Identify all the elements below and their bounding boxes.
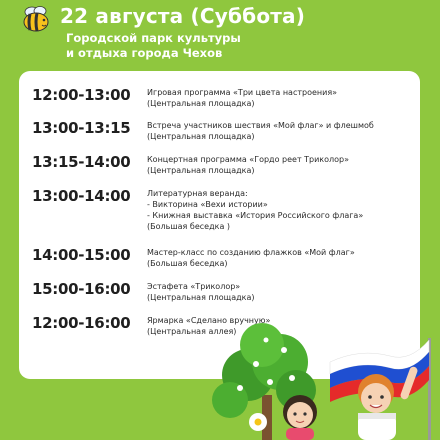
- event-location: (Центральная площадка): [147, 132, 255, 141]
- event-time: 12:00-16:00: [32, 314, 131, 332]
- event-time: 13:00-14:00: [32, 187, 131, 205]
- event-description: [147, 188, 363, 232]
- event-location: (Большая беседка ): [147, 222, 231, 231]
- event-title: Литературная веранда:: [147, 189, 248, 198]
- girl-illustration: [283, 395, 317, 440]
- event-location: (Центральная площадка): [147, 293, 255, 302]
- event-location: (Центральная площадка): [147, 99, 255, 108]
- event-subitem: - Викторина «Вехи истории»: [147, 200, 268, 209]
- children-flag-illustration: [200, 300, 440, 440]
- event-time: 13:15-14:00: [32, 153, 131, 171]
- event-subitem: - Книжная выставка «История Российского флага»: [147, 211, 364, 220]
- venue-line-1: Городской парк культуры: [66, 31, 241, 45]
- page-title: 22 августа (Суббота): [60, 4, 306, 28]
- event-title: Мастер-класс по созданию флажков «Мой флаг»: [147, 248, 355, 257]
- venue-subtitle: [66, 31, 241, 61]
- event-time: 15:00-16:00: [32, 280, 131, 298]
- event-time: 14:00-15:00: [32, 246, 131, 264]
- event-location: (Центральная площадка): [147, 166, 255, 175]
- event-title: Эстафета «Триколор»: [147, 282, 241, 291]
- event-title: Игровая программа «Три цвета настроения»: [147, 88, 338, 97]
- event-description: [147, 154, 349, 176]
- event-time: 13:00-13:15: [32, 119, 131, 137]
- event-description: [147, 247, 355, 269]
- event-description: [147, 120, 374, 142]
- event-location: (Центральная аллея): [147, 327, 237, 336]
- event-location: (Большая беседка): [147, 259, 228, 268]
- event-title: Концертная программа «Гордо реет Триколор»: [147, 155, 350, 164]
- event-title: Ярмарка «Сделано вручную»: [147, 316, 271, 325]
- event-time: 12:00-13:00: [32, 86, 131, 104]
- venue-line-2: и отдыха города Чехов: [66, 46, 223, 60]
- event-title: Встреча участников шествия «Мой флаг» и флешмоб: [147, 121, 374, 130]
- event-description: [147, 87, 337, 109]
- bee-icon: [18, 4, 54, 34]
